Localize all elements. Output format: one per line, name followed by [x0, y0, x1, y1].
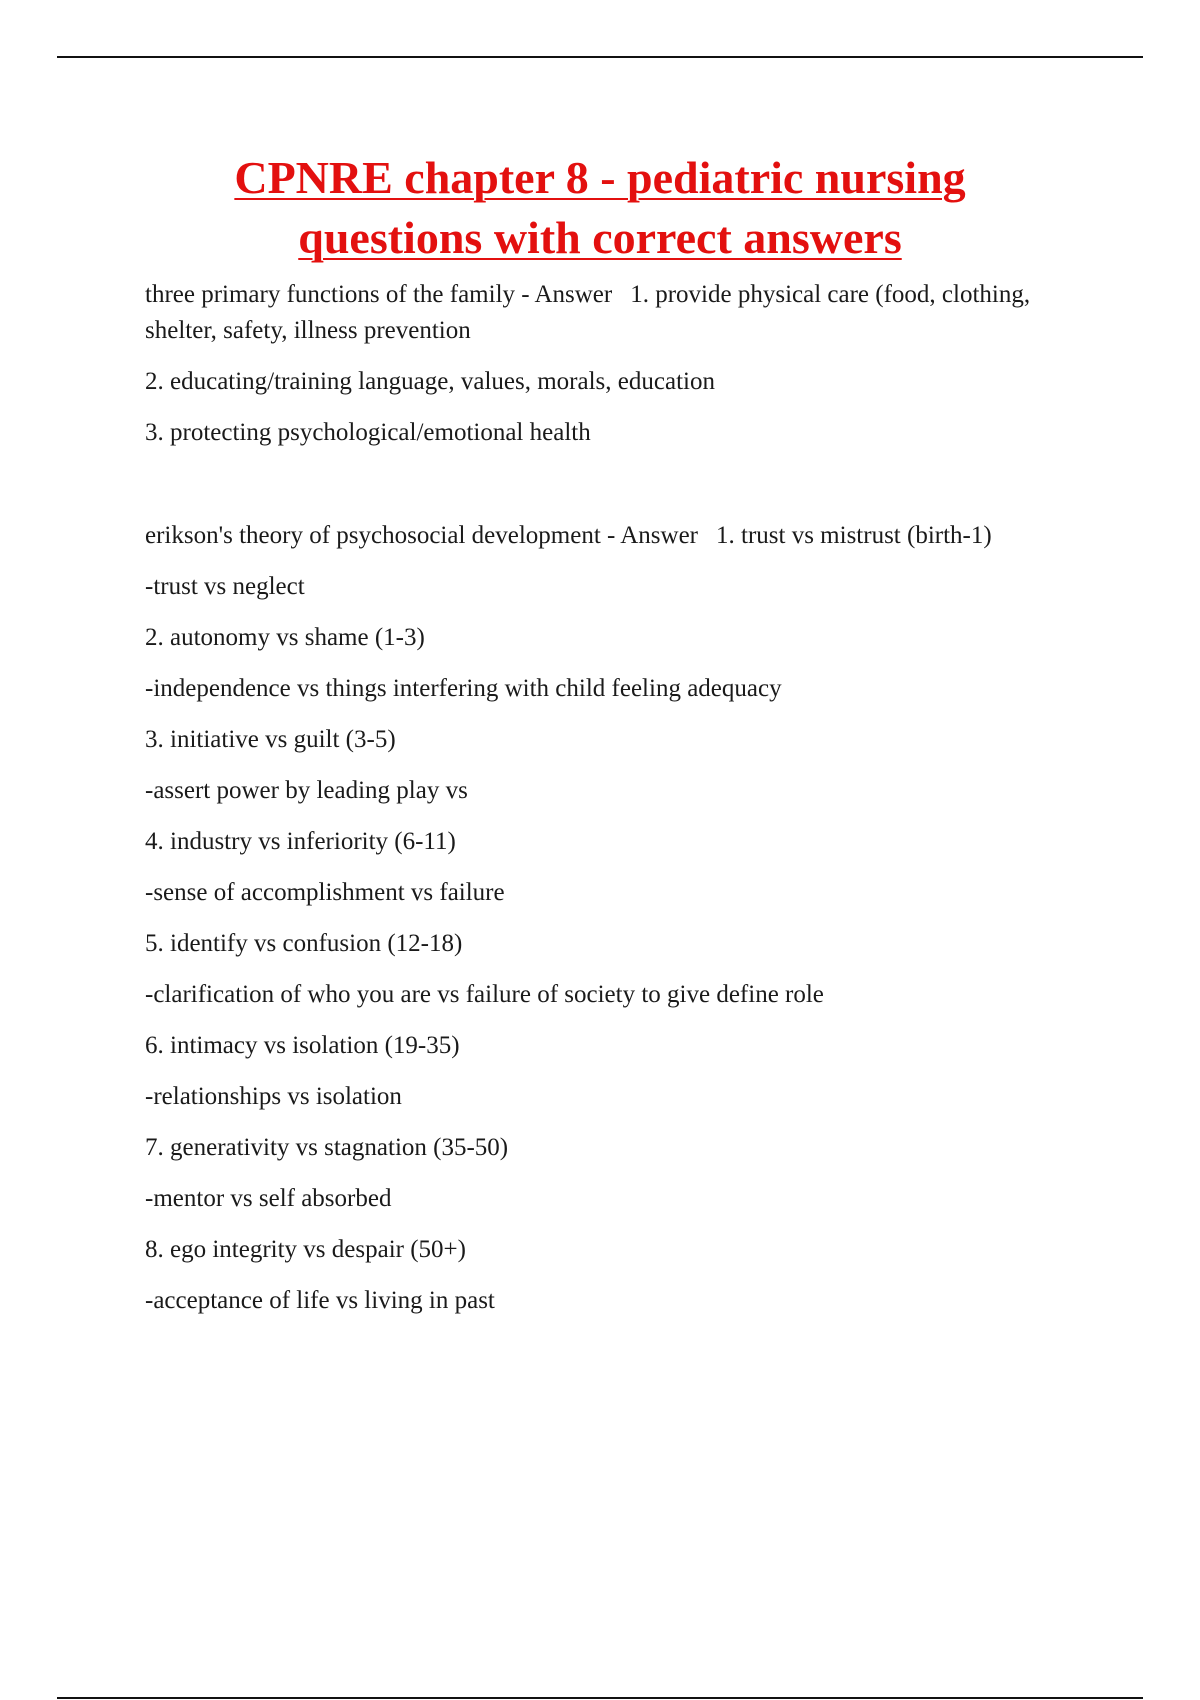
bottom-rule — [57, 1697, 1143, 1699]
question-text: erikson's theory of psychosocial development - Answer — [145, 522, 698, 549]
qa-item-erikson-theory — [145, 518, 1080, 554]
answer-line: 8. ego integrity vs despair (50+) — [145, 1236, 466, 1263]
answer-text: 1. provide physical care (food, clothing, shelter, safety, illness prevention — [145, 281, 1031, 344]
answer-line: -trust vs neglect — [145, 573, 305, 600]
answer-line: -independence vs things interfering with child feeling adequacy — [145, 675, 782, 702]
answer-line: -acceptance of life vs living in past — [145, 1287, 495, 1314]
document-body — [145, 277, 1080, 1334]
spacer — [145, 466, 1080, 518]
answer-line: -clarification of who you are vs failure of society to give define role — [145, 981, 824, 1008]
answer-line: 5. identify vs confusion (12-18) — [145, 930, 463, 957]
document-title — [60, 148, 1140, 268]
answer-line: 4. industry vs inferiority (6-11) — [145, 828, 456, 855]
answer-line: -mentor vs self absorbed — [145, 1185, 392, 1212]
answer-text: 1. trust vs mistrust (birth-1) — [716, 522, 992, 549]
answer-line: 3. protecting psychological/emotional health — [145, 419, 591, 446]
answer-line: -sense of accomplishment vs failure — [145, 879, 505, 906]
top-rule — [57, 56, 1143, 58]
qa-item-family-functions — [145, 277, 1080, 349]
answer-line: 2. educating/training language, values, morals, education — [145, 368, 715, 395]
answer-line: 6. intimacy vs isolation (19-35) — [145, 1032, 460, 1059]
title-line-2: questions with correct answers — [298, 212, 902, 263]
answer-line: -relationships vs isolation — [145, 1083, 402, 1110]
answer-line: -assert power by leading play vs — [145, 777, 468, 804]
answer-line: 3. initiative vs guilt (3-5) — [145, 726, 396, 753]
question-text: three primary functions of the family - Answer — [145, 281, 613, 308]
answer-line: 2. autonomy vs shame (1-3) — [145, 624, 425, 651]
answer-line: 7. generativity vs stagnation (35-50) — [145, 1134, 509, 1161]
title-line-1: CPNRE chapter 8 - pediatric nursing — [234, 152, 966, 203]
